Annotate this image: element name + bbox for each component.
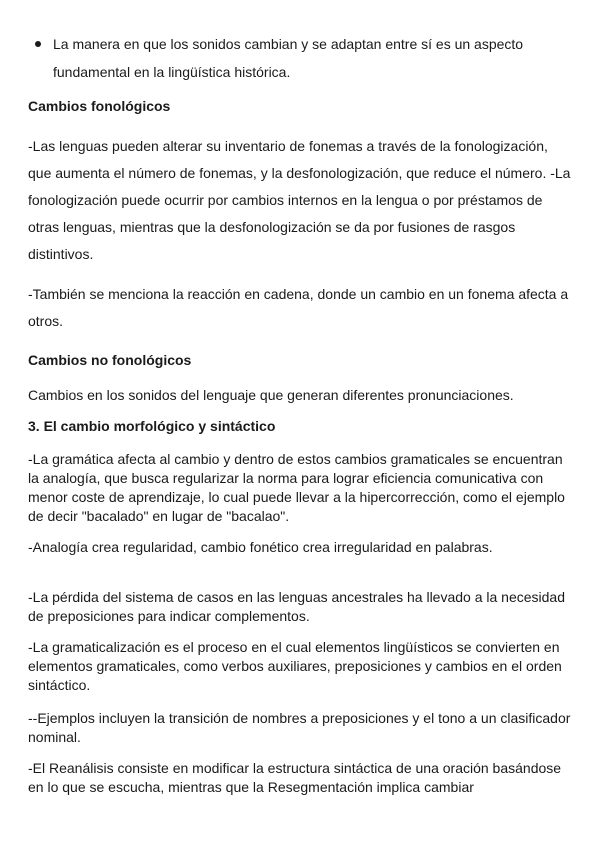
paragraph-fonologizacion: -Las lenguas pueden alterar su inventario de fonemas a través de la fonologización, que aumenta el número de fonemas, y la desfonologización, que reduce el número. -La fonologización puede ocurrir por cambios internos en la lengua o por préstamos de otras lenguas, mientras que la desfonologización se da por fusiones de rasgos distintivos. (28, 138, 571, 262)
paragraph-ejemplos: --Ejemplos incluyen la transición de nombres a preposiciones y el tono a un clasificador nominal. (28, 710, 571, 745)
paragraph-gramaticalizacion: -La gramaticalización es el proceso en el cual elementos lingüísticos se convierten en elementos gramaticales, como verbos auxiliares, preposiciones y cambios en el orden sintáctico. (28, 639, 562, 693)
section-heading-no-fonologicos: Cambios no fonológicos (28, 352, 192, 368)
paragraph-analogia: -La gramática afecta al cambio y dentro de estos cambios gramaticales se encuentran la analogía, que busca regularizar la norma para lograr eficiencia comunicativa con menor coste de aprendizaje, lo cual puede llevar a la hipercorrección, como el ejemplo de decir "bacalado" en lugar de "bacalao". (28, 451, 565, 524)
paragraph-regularidad: -Analogía crea regularidad, cambio fonético crea irregularidad en palabras. (28, 539, 493, 555)
list-item (35, 30, 565, 86)
paragraph-casos: -La pérdida del sistema de casos en las lenguas ancestrales ha llevado a la necesidad de preposiciones para indicar complementos. (28, 589, 566, 624)
bullet-list (35, 30, 565, 86)
list-item-text: La manera en que los sonidos cambian y se adaptan entre sí es un aspecto fundamental en la lingüística histórica. (53, 36, 524, 80)
section-heading-fonologicos: Cambios fonológicos (28, 98, 171, 114)
section-heading-morfologico: 3. El cambio morfológico y sintáctico (28, 418, 276, 434)
bullet-dot-icon (35, 41, 41, 47)
paragraph-reanalisis: -El Reanálisis consiste en modificar la estructura sintáctica de una oración basándose en lo que se escucha, mientras que la Resegmentación implica cambiar (28, 760, 562, 795)
paragraph-reaccion-cadena: -También se menciona la reacción en cadena, donde un cambio en un fonema afecta a otros. (28, 286, 569, 329)
paragraph-no-fonologicos: Cambios en los sonidos del lenguaje que generan diferentes pronunciaciones. (28, 387, 514, 403)
